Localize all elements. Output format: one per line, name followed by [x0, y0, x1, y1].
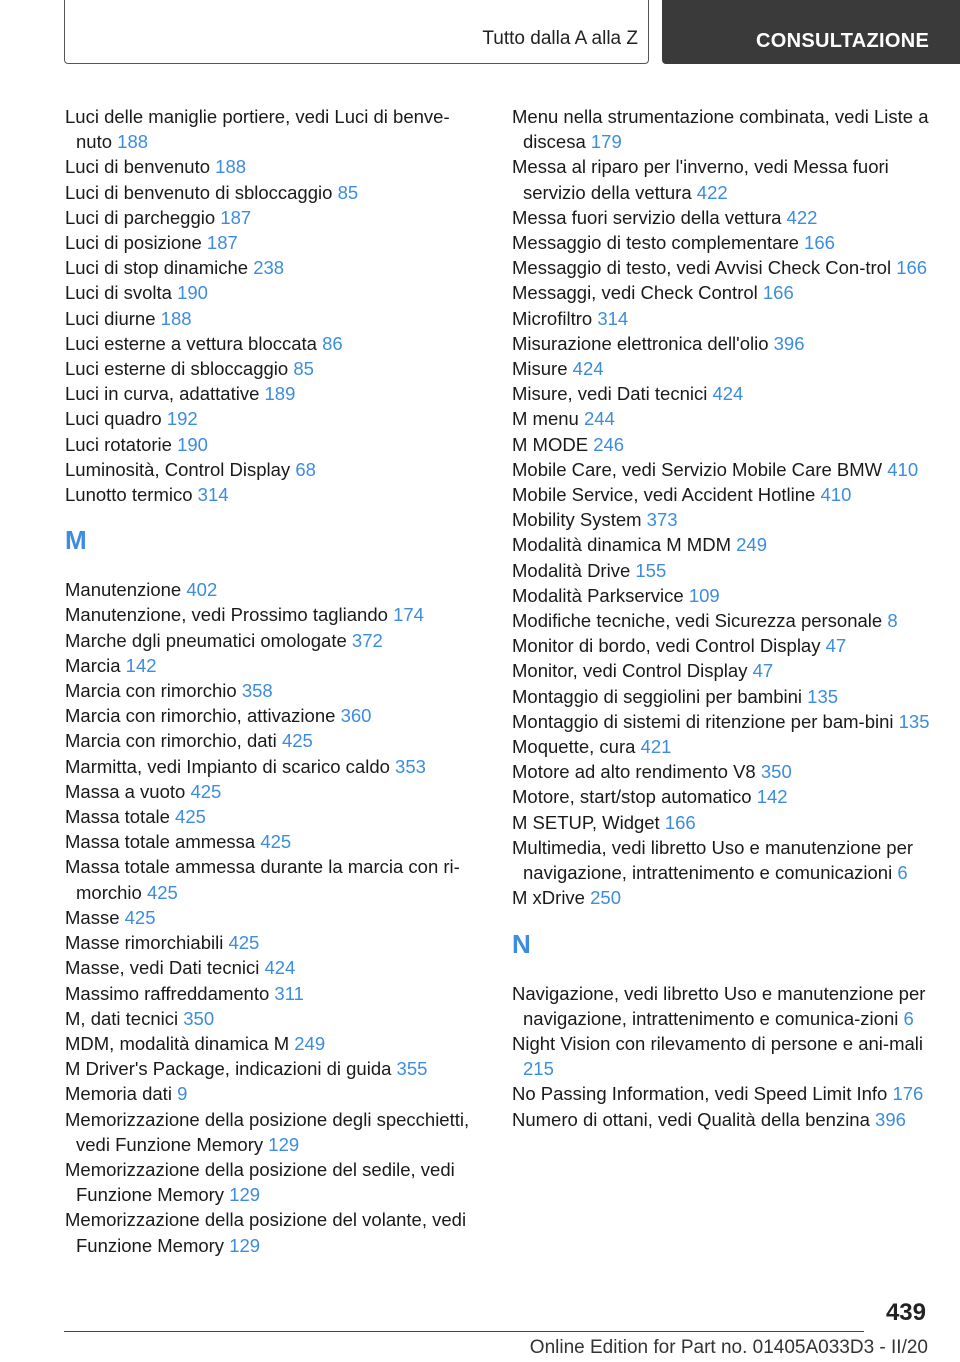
index-entry-text: Luci di svolta	[65, 282, 172, 304]
index-entry	[65, 180, 485, 205]
index-entry-page-link[interactable]: 189	[264, 383, 296, 405]
index-entry-text: M xDrive	[512, 887, 585, 909]
index-entry-page-link[interactable]: 422	[696, 181, 728, 203]
index-entry-page-link[interactable]: 422	[786, 206, 818, 228]
index-entry-text: No Passing Information, vedi Speed Limit Info	[512, 1083, 888, 1105]
index-entry-page-link[interactable]: 350	[183, 1007, 215, 1029]
index-entry-text: Masse	[65, 906, 120, 928]
index-entry-page-link[interactable]: 135	[807, 685, 839, 707]
index-entry-page-link[interactable]: 188	[117, 131, 149, 153]
index-entry-page-link[interactable]: 179	[590, 131, 622, 153]
index-entry-text: M menu	[512, 408, 579, 430]
header-chapter-label: CONSULTAZIONE	[756, 30, 930, 52]
index-entry-page-link[interactable]: 425	[260, 831, 292, 853]
index-entry-text: Numero di ottani, vedi Qualità della benzina	[512, 1108, 870, 1130]
index-entry	[65, 854, 485, 904]
index-entry	[65, 955, 485, 980]
index-entry	[65, 1031, 485, 1056]
index-entry	[65, 653, 485, 678]
index-entry-text: Luci di benvenuto	[65, 156, 211, 178]
index-entry	[65, 205, 485, 230]
index-entry	[512, 331, 942, 356]
index-entry-text: Marche dgli pneumatici omologate	[65, 629, 347, 651]
index-entry	[512, 759, 942, 784]
index-entry-text: Mobility System	[512, 509, 642, 531]
index-entry-page-link[interactable]: 129	[229, 1234, 261, 1256]
index-entry	[65, 280, 485, 305]
index-entry-text: Montaggio di sistemi di ritenzione per bam-bini	[512, 710, 894, 732]
index-entry-text: Massimo raffreddamento	[65, 982, 270, 1004]
index-entry-text: Memorizzazione della posizione del volante, vedi Funzione Memory	[65, 1209, 467, 1256]
index-entry	[512, 784, 942, 809]
index-entry	[512, 406, 942, 431]
index-entry-page-link[interactable]: 425	[281, 730, 313, 752]
index-entry-page-link[interactable]: 425	[228, 932, 260, 954]
index-entry-text: Monitor, vedi Control Display	[512, 660, 748, 682]
index-entry-page-link[interactable]: 360	[340, 705, 372, 727]
index-entry	[65, 381, 485, 406]
index-entry	[65, 406, 485, 431]
index-entry-page-link[interactable]: 238	[253, 257, 285, 279]
footer-divider	[64, 1331, 864, 1332]
index-entry-text: Marcia con rimorchio, attivazione	[65, 705, 336, 727]
index-entry-text: Night Vision con rilevamento di persone e ani-mali	[512, 1032, 923, 1054]
index-entry-text: Luci di stop dinamiche	[65, 257, 249, 279]
index-entry	[65, 779, 485, 804]
index-entry	[65, 1157, 485, 1207]
index-entry	[512, 633, 942, 658]
index-entry-page-link[interactable]: 86	[322, 332, 343, 354]
index-entry-text: M, dati tecnici	[65, 1007, 179, 1029]
index-entry-page-link[interactable]: 425	[124, 906, 156, 928]
index-entry	[512, 1081, 942, 1106]
index-entry	[65, 1107, 485, 1157]
index-entry-page-link[interactable]: 244	[583, 408, 615, 430]
index-entry-page-link[interactable]: 166	[762, 282, 794, 304]
index-entry-text: Multimedia, vedi libretto Uso e manutenzione per navigazione, intrattenimento e comunicazioni	[512, 836, 914, 884]
index-entry-page-link[interactable]: 68	[295, 458, 316, 480]
index-entry	[512, 709, 942, 734]
index-entry-text: M MODE	[512, 433, 589, 455]
index-entry-page-link[interactable]: 142	[125, 654, 157, 676]
index-entry-page-link[interactable]: 187	[206, 232, 238, 254]
index-entry-text: Massa totale ammessa	[65, 831, 256, 853]
index-entry-page-link[interactable]: 85	[337, 181, 359, 203]
index-entry	[65, 1056, 485, 1081]
index-entry-page-link[interactable]: 353	[395, 755, 426, 777]
index-entry-text: Luci di benvenuto di sbloccaggio	[65, 181, 333, 203]
header-section-title: Tutto dalla A alla Z	[482, 28, 638, 49]
index-entry-page-link[interactable]: 421	[640, 736, 672, 758]
index-entry-page-link[interactable]: 192	[166, 408, 198, 430]
index-entry-text: Masse rimorchiabili	[65, 932, 224, 954]
index-entry	[65, 432, 485, 457]
index-entry	[512, 658, 942, 683]
index-entry	[65, 602, 485, 627]
footer-edition: Online Edition for Part no. 01405A033D3 - II/20	[529, 1337, 928, 1358]
index-entry-page-link[interactable]: 425	[146, 881, 178, 903]
index-letter-heading: M	[65, 525, 87, 556]
index-entry-page-link[interactable]: 424	[264, 957, 296, 979]
index-entry-text: Moquette, cura	[512, 736, 636, 758]
index-entry	[512, 381, 942, 406]
index-entry-text: Masse, vedi Dati tecnici	[65, 957, 260, 979]
index-entry-text: Luci esterne di sbloccaggio	[65, 358, 289, 380]
index-entry-text: Misure	[512, 358, 568, 380]
index-entry-text: Menu nella strumentazione combinata, vedi Liste a discesa	[512, 106, 929, 153]
index-entry-text: Luci di posizione	[65, 232, 202, 254]
index-entry-page-link[interactable]: 410	[820, 484, 852, 506]
index-entry	[65, 754, 485, 779]
index-entry-text: Memoria dati	[65, 1083, 172, 1105]
index-entry-page-link[interactable]: 6	[897, 862, 908, 884]
index-entry-page-link[interactable]: 8	[887, 610, 898, 632]
index-entry-text: Luci in curva, adattative	[65, 383, 260, 405]
index-entry-page-link[interactable]: 174	[393, 604, 424, 626]
index-entry-text: Luci delle maniglie portiere, vedi Luci di benve-nuto	[65, 106, 450, 153]
index-entry	[65, 804, 485, 829]
index-entry-page-link[interactable]: 166	[664, 811, 696, 833]
index-entry-page-link[interactable]: 311	[274, 982, 304, 1004]
index-entry-text: Luminosità, Control Display	[65, 458, 291, 480]
index-entry-text: Marcia	[65, 654, 121, 676]
index-entry-page-link[interactable]: 166	[804, 232, 835, 254]
index-entry	[65, 728, 485, 753]
index-entry	[65, 331, 485, 356]
index-entry-page-link[interactable]: 250	[590, 887, 621, 909]
index-entry	[65, 1207, 485, 1257]
index-entry-page-link[interactable]: 129	[229, 1184, 261, 1206]
index-entry-text: Modalità Parkservice	[512, 584, 684, 606]
index-entry	[65, 1081, 485, 1106]
index-entry	[65, 356, 485, 381]
index-entry-page-link[interactable]: 190	[177, 433, 208, 455]
index-entry-text: Misure, vedi Dati tecnici	[512, 383, 708, 405]
index-entry-text: Marcia con rimorchio	[65, 680, 237, 702]
index-entry-page-link[interactable]: 246	[593, 433, 625, 455]
index-entry-text: Marmitta, vedi Impianto di scarico caldo	[65, 755, 390, 777]
index-entry-text: Massa a vuoto	[65, 780, 186, 802]
index-entry-text: Memorizzazione della posizione del sedile, vedi Funzione Memory	[65, 1158, 455, 1206]
index-entry	[512, 356, 942, 381]
index-entry-text: Motore, start/stop automatico	[512, 786, 752, 808]
index-entry-text: Manutenzione, vedi Prossimo tagliando	[65, 604, 388, 626]
index-entry-text: Massa totale ammessa durante la marcia con ri-morchio	[65, 856, 460, 903]
index-entry-page-link[interactable]: 47	[752, 660, 774, 682]
index-column-left	[65, 104, 485, 1258]
index-entry-text: Messaggio di testo, vedi Avvisi Check Con-trol	[512, 257, 892, 279]
index-entry-text: Messa fuori servizio della vettura	[512, 206, 782, 228]
index-entry	[65, 457, 485, 482]
index-entry-page-link[interactable]: 424	[572, 358, 604, 380]
index-entry-page-link[interactable]: 85	[293, 358, 314, 380]
index-entry-page-link[interactable]: 135	[898, 710, 930, 732]
index-entry	[512, 532, 942, 557]
page-number: 439	[885, 1299, 926, 1326]
index-entry	[65, 981, 485, 1006]
index-entry-page-link[interactable]: 129	[268, 1133, 300, 1155]
index-entry-page-link[interactable]: 142	[756, 786, 788, 808]
index-entry	[512, 255, 942, 280]
index-entry	[512, 154, 942, 204]
index-entry	[512, 583, 942, 608]
index-entry	[512, 684, 942, 709]
index-entry-page-link[interactable]: 47	[825, 635, 847, 657]
index-entry	[512, 810, 942, 835]
index-entry-page-link[interactable]: 396	[875, 1108, 906, 1130]
index-entry-text: Misurazione elettronica dell'olio	[512, 332, 769, 354]
index-entry	[65, 154, 485, 179]
index-entry-text: Lunotto termico	[65, 484, 193, 506]
index-entry	[512, 558, 942, 583]
index-entry-page-link[interactable]: 396	[773, 332, 805, 354]
index-entry	[65, 678, 485, 703]
index-entry	[65, 905, 485, 930]
index-entry-page-link[interactable]: 155	[635, 559, 667, 581]
index-entry-text: MDM, modalità dinamica M	[65, 1032, 290, 1054]
index-entry	[512, 885, 942, 910]
index-entry	[65, 703, 485, 728]
index-entry-text: Luci diurne	[65, 307, 156, 329]
index-entry-text: Mobile Service, vedi Accident Hotline	[512, 484, 816, 506]
index-entry	[512, 734, 942, 759]
index-entry-page-link[interactable]: 372	[351, 629, 383, 651]
index-entry	[512, 306, 942, 331]
index-entry-text: Messaggi, vedi Check Control	[512, 282, 758, 304]
index-entry-text: Marcia con rimorchio, dati	[65, 730, 277, 752]
index-entry	[512, 507, 942, 532]
index-entry	[512, 457, 942, 482]
index-entry	[512, 608, 942, 633]
index-entry-text: Navigazione, vedi libretto Uso e manutenzione per navigazione, intrattenimento e comunica-zioni	[512, 982, 926, 1029]
index-entry-text: Modalità Drive	[512, 559, 631, 581]
index-entry-text: Montaggio di seggiolini per bambini	[512, 685, 803, 707]
index-entry-page-link[interactable]: 402	[186, 579, 218, 601]
index-entry	[65, 230, 485, 255]
index-entry	[65, 577, 485, 602]
index-entry	[65, 255, 485, 280]
index-entry	[512, 835, 942, 885]
index-entry	[512, 981, 942, 1031]
index-entry-page-link[interactable]: 424	[712, 383, 744, 405]
index-entry-page-link[interactable]: 249	[736, 534, 767, 556]
index-entry-text: M SETUP, Widget	[512, 811, 660, 833]
index-entry	[512, 432, 942, 457]
header-chapter-tab	[662, 0, 960, 64]
index-entry-page-link[interactable]: 350	[760, 761, 792, 783]
index-entry-page-link[interactable]: 187	[220, 206, 252, 228]
index-entry	[512, 1031, 942, 1081]
index-entry-page-link[interactable]: 188	[215, 156, 247, 178]
index-entry-page-link[interactable]: 425	[175, 806, 206, 828]
index-entry-page-link[interactable]: 109	[688, 584, 720, 606]
index-entry-text: Messaggio di testo complementare	[512, 232, 799, 254]
index-entry-text: Modalità dinamica M MDM	[512, 534, 731, 556]
index-entry	[65, 1006, 485, 1031]
index-letter-heading: N	[512, 928, 531, 959]
index-entry-page-link[interactable]: 355	[396, 1058, 428, 1080]
index-entry-page-link[interactable]: 425	[190, 780, 222, 802]
index-entry-page-link[interactable]: 373	[646, 509, 678, 531]
index-entry-text: Luci rotatorie	[65, 433, 172, 455]
index-column-right	[512, 104, 942, 1132]
header-section-box	[64, 0, 649, 64]
index-entry-text: M Driver's Package, indicazioni di guida	[65, 1058, 392, 1080]
index-entry-text: Luci di parcheggio	[65, 206, 216, 228]
index-entry-page-link[interactable]: 166	[896, 257, 928, 279]
index-entry	[65, 306, 485, 331]
index-entry	[512, 280, 942, 305]
index-entry	[65, 104, 485, 154]
index-entry-text: Massa totale	[65, 806, 170, 828]
index-entry-page-link[interactable]: 176	[892, 1083, 924, 1105]
index-entry-page-link[interactable]: 410	[887, 458, 919, 480]
index-entry-page-link[interactable]: 358	[241, 680, 273, 702]
index-entry	[512, 1107, 942, 1132]
index-entry-page-link[interactable]: 6	[903, 1007, 914, 1029]
index-entry	[512, 104, 942, 154]
index-entry-page-link[interactable]: 188	[160, 307, 192, 329]
index-entry-text: Microfiltro	[512, 307, 593, 329]
index-entry-page-link[interactable]: 9	[177, 1083, 188, 1105]
index-entry-text: Manutenzione	[65, 579, 182, 601]
index-entry	[512, 230, 942, 255]
index-entry-page-link[interactable]: 215	[523, 1058, 554, 1080]
index-entry	[65, 829, 485, 854]
index-entry-text: Modifiche tecniche, vedi Sicurezza personale	[512, 610, 883, 632]
index-entry-text: Monitor di bordo, vedi Control Display	[512, 635, 821, 657]
index-entry-page-link[interactable]: 314	[597, 307, 629, 329]
index-entry-text: Motore ad alto rendimento V8	[512, 761, 756, 783]
index-entry-text: Luci quadro	[65, 408, 162, 430]
index-entry	[65, 628, 485, 653]
index-entry-text: Mobile Care, vedi Servizio Mobile Care BMW	[512, 458, 883, 480]
index-entry	[65, 930, 485, 955]
index-entry-page-link[interactable]: 190	[177, 282, 208, 304]
index-entry-page-link[interactable]: 314	[197, 484, 229, 506]
index-entry	[512, 205, 942, 230]
index-entry-text: Memorizzazione della posizione degli specchietti, vedi Funzione Memory	[65, 1108, 470, 1155]
index-entry-page-link[interactable]: 249	[294, 1032, 326, 1054]
index-entry-text: Messa al riparo per l'inverno, vedi Messa fuori servizio della vettura	[512, 156, 889, 203]
index-entry-text: Luci esterne a vettura bloccata	[65, 332, 317, 354]
index-entry	[65, 482, 485, 507]
index-entry	[512, 482, 942, 507]
